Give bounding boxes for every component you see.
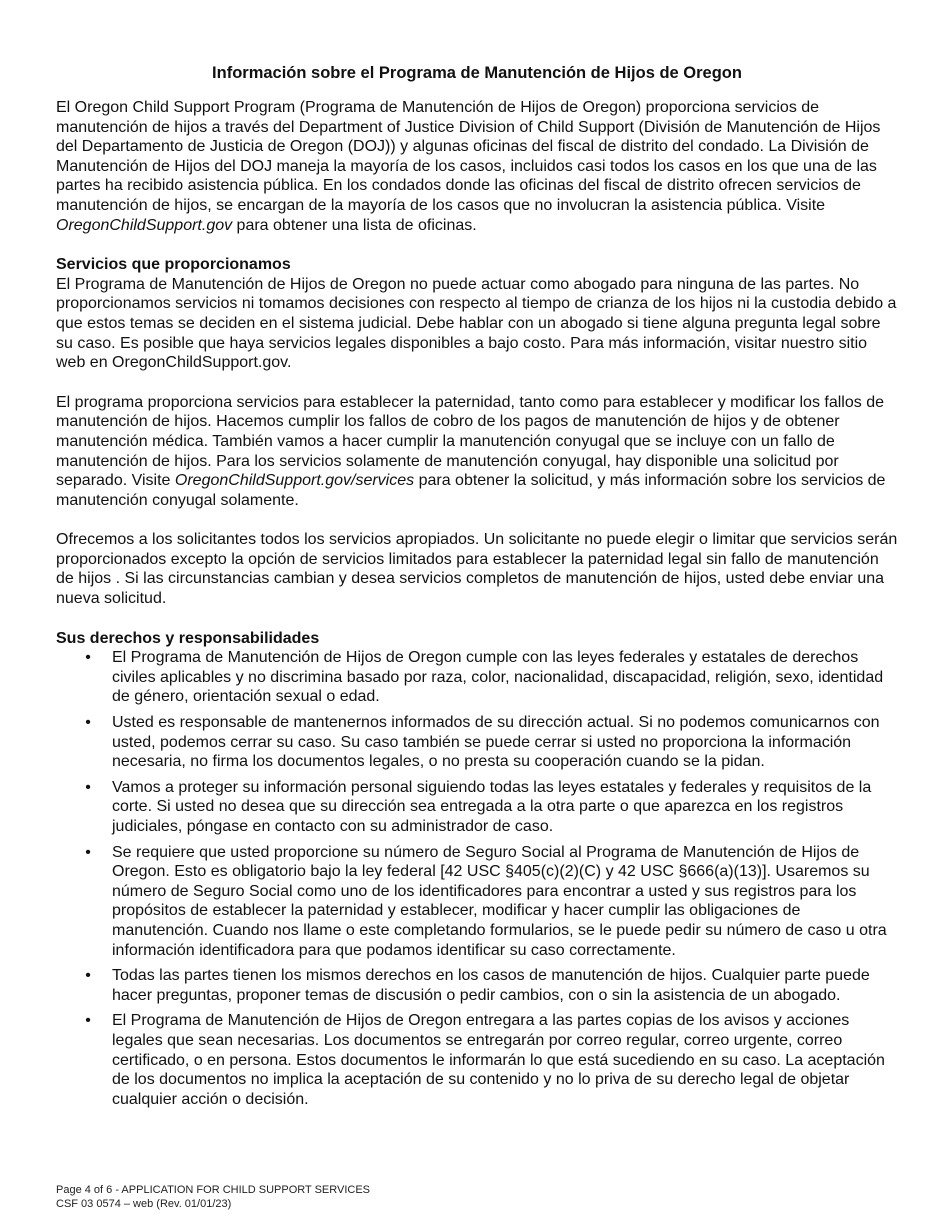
intro-website: OregonChildSupport.gov <box>56 216 233 234</box>
footer-page-info: Page 4 of 6 - APPLICATION FOR CHILD SUPPORT SERVICES <box>56 1184 371 1196</box>
list-item <box>85 1011 898 1109</box>
intro-text-end: para obtener una lista de oficinas. <box>232 216 477 234</box>
intro-text-start: El Oregon Child Support Program (Programa de Manutención de Hijos de Oregon) proporciona servicios de manutención de hijos a través del Department of Justice Division of Child Support (División de Manutención de Hijos del Departamento de Justicia de Oregon (DOJ)) y algunas oficinas del fiscal de distrito del condado. La División de Manutención de Hijos del DOJ maneja la mayoría de los casos, incluidos casi todos los casos en los que una de las partes ha recibido asistencia pública. En los condados donde las oficinas del fiscal de distrito ofrecen servicios de manutención de hijos, se encargan de la mayoría de los casos que no involucran la asistencia pública. Visite <box>56 99 881 214</box>
page-footer <box>56 1183 370 1211</box>
intro-paragraph <box>56 98 898 235</box>
services-paragraph-3: Ofrecemos a los solicitantes todos los servicios apropiados. Un solicitante no puede elegir o limitar que servicios serán proporcionados excepto la opción de servicios limitados para establecer la paternidad legal sin fallo de manutención de hijos . Si las circunstancias cambian y desea servicios completos de manutención de hijos, usted debe enviar una nueva solicitud. <box>56 531 898 608</box>
list-item <box>85 843 898 961</box>
document-page <box>56 62 898 1115</box>
bullet-icon: • <box>85 1012 91 1030</box>
rights-heading: Sus derechos y responsabilidades <box>56 629 320 647</box>
bullet-icon: • <box>85 714 91 732</box>
services-heading: Servicios que proporcionamos <box>56 256 291 274</box>
list-item <box>85 648 898 707</box>
list-item-text: Todas las partes tienen los mismos derechos en los casos de manutención de hijos. Cualquier parte puede hacer preguntas, proponer temas de discusión o pedir cambios, con o sin la asistencia de un abogado. <box>112 967 870 1004</box>
bullet-icon: • <box>85 649 91 667</box>
page-title: Información sobre el Programa de Manutención de Hijos de Oregon <box>212 64 742 82</box>
services-paragraph-2-end: para obtener la solicitud, y más información sobre los servicios de manutención conyugal solamente. <box>56 472 886 509</box>
list-item <box>85 713 898 772</box>
list-item-text: El Programa de Manutención de Hijos de Oregon cumple con las leyes federales y estatales de derechos civiles aplicables y no discrimina basado por raza, color, nacionalidad, discapacidad, religión, sexo, identidad de género, orientación sexual o edad. <box>112 649 884 706</box>
bullet-icon: • <box>85 967 91 985</box>
services-paragraph-2-start: El programa proporciona servicios para establecer la paternidad, tanto como para establecer y modificar los fallos de manutención de hijos. Hacemos cumplir los fallos de cobro de los pagos de manutención de hijos y de obtener manutención médica. También vamos a hacer cumplir la manutención conyugal que se incluye con un fallo de manutención de hijos. Para los servicios solamente de manutención conyugal, hay disponible una solicitud por separado. Visite <box>56 393 884 490</box>
footer-form-number: CSF 03 0574 – web (Rev. 01/01/23) <box>56 1198 232 1210</box>
services-paragraph-1: El Programa de Manutención de Hijos de Oregon no puede actuar como abogado para ninguna de las partes. No proporcionamos servicios ni tomamos decisiones con respecto al tiempo de crianza de los hijos ni la custodia debido a que estos temas se deciden en el sistema judicial. Debe hablar con un abogado si tiene alguna pregunta legal sobre su caso. Es posible que haya servicios legales disponibles a bajo costo. Para más información, visitar nuestro sitio web en OregonChildSupport.gov. <box>56 275 897 372</box>
bullet-icon: • <box>85 843 91 861</box>
list-item <box>85 966 898 1005</box>
services-website: OregonChildSupport.gov/services <box>174 472 415 490</box>
services-paragraph-2 <box>56 393 898 511</box>
list-item-text: Vamos a proteger su información personal siguiendo todas las leyes estatales y federales y requisitos de la corte. Si usted no desea que su dirección sea entregada a la otra parte o que aparezca en los registros judiciales, póngase en contacto con su administrador de caso. <box>112 778 872 835</box>
list-item <box>85 778 898 837</box>
rights-list <box>56 648 898 1109</box>
list-item-text: Se requiere que usted proporcione su número de Seguro Social al Programa de Manutención de Hijos de Oregon. Esto es obligatorio bajo la ley federal [42 USC §405(c)(2)(C) y 42 USC §666(a)(13)]. Usaremos su número de Seguro Social como uno de los identificadores para encontrar a usted y sus registros para los propósitos de establecer la paternidad y establecer, modificar y hacer cumplir las obligaciones de manutención. Cuando nos llame o este completando formularios, se le puede pedir su número de caso u otra información identificadora para que podamos identificar su caso correctamente. <box>112 843 887 959</box>
list-item-text: El Programa de Manutención de Hijos de Oregon entregara a las partes copias de los avisos y acciones legales que sean necesarias. Los documentos se entregarán por correo regular, correo urgente, correo certificado, o en persona. Estos documentos le informarán lo que está sucediendo en su caso. La aceptación de los documentos no implica la aceptación de su contenido y no lo priva de su derecho legal de objetar cualquier acción o decisión. <box>112 1012 885 1108</box>
list-item-text: Usted es responsable de mantenernos informados de su dirección actual. Si no podemos comunicarnos con usted, podemos cerrar su caso. Su caso también se puede cerrar si usted no proporciona la información necesaria, no firma los documentos legales, o no presta su cooperación cuando se la pidan. <box>112 714 880 771</box>
bullet-icon: • <box>85 778 91 796</box>
